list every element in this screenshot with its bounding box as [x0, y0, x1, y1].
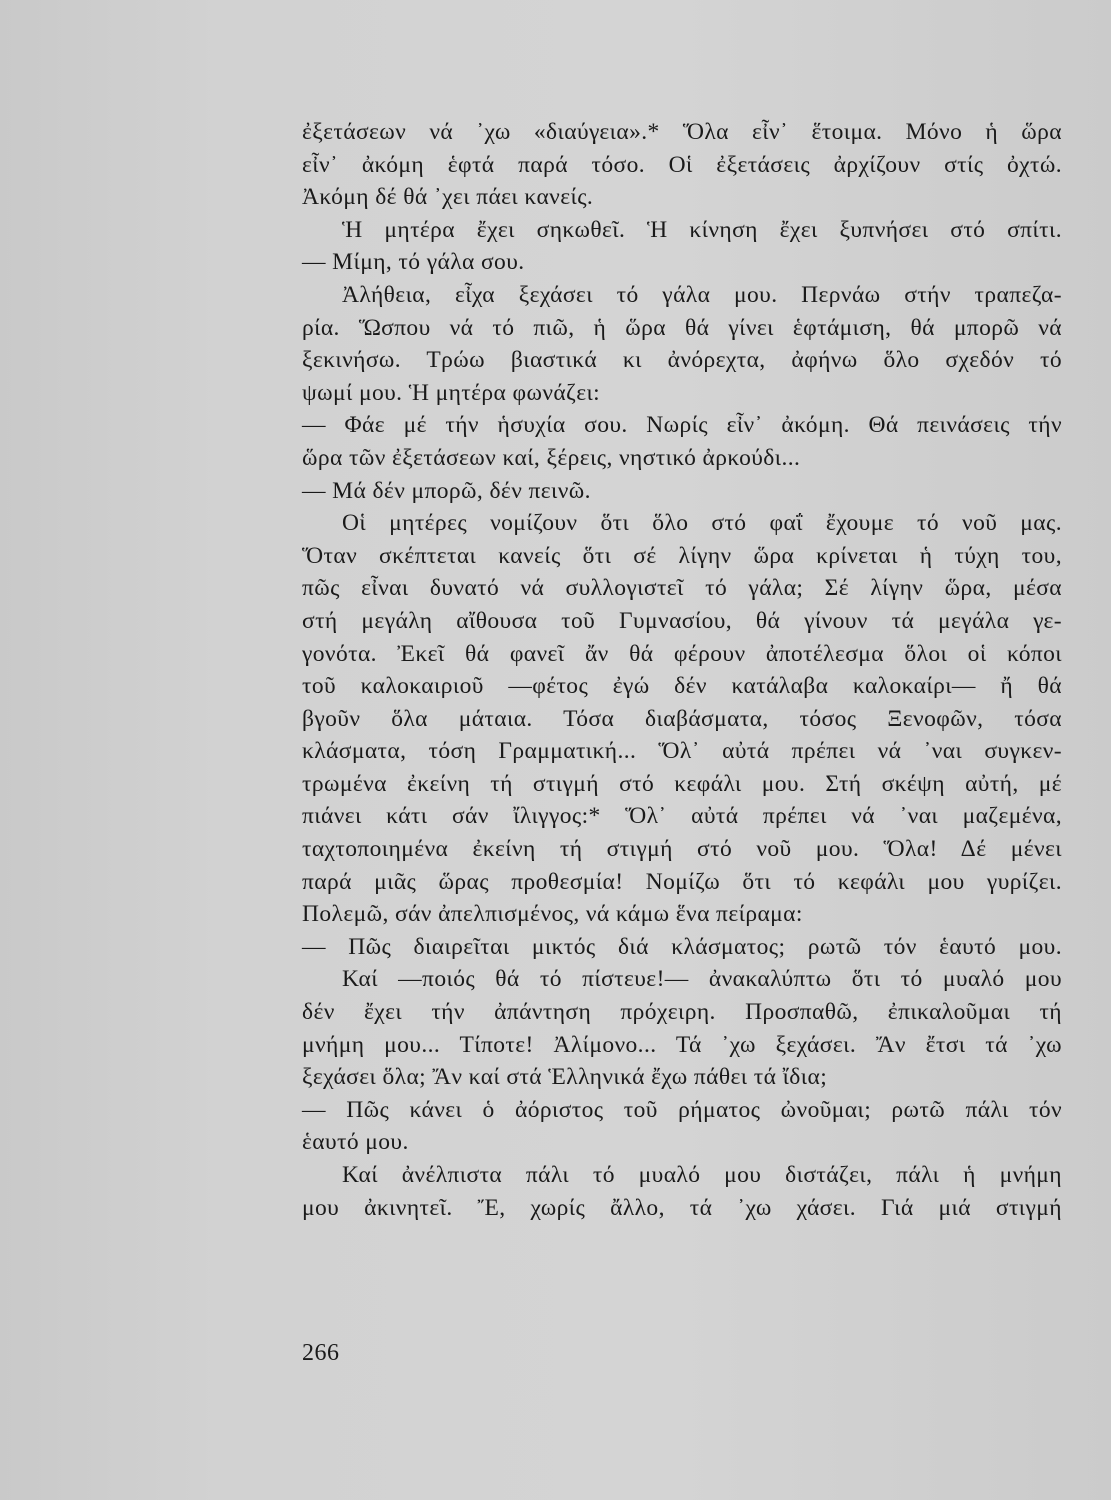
text-line-12: — Μά δέν μπορῶ, δέν πεινῶ. [302, 477, 591, 504]
text-line-14: Ὅταν σκέπτεται κανείς ὅτι σέ λίγην ὥρα κρίνεται ἡ τύχη του, [302, 542, 1062, 569]
text-line-33: Καί ἀνέλπιστα πάλι τό μυαλό μου διστάζει, πάλι ἡ μνήμη [342, 1162, 1062, 1188]
text-line-28: δέν ἔχει τήν ἀπάντηση πρόχειρη. Προσπαθῶ, ἐπικαλοῦμαι τή [302, 999, 1062, 1026]
text-line-17: γονότα. Ἐκεῖ θά φανεῖ ἄν θά φέρουν ἀποτέλεσμα ὅλοι οἱ κόποι [302, 640, 1062, 667]
text-line-18: τοῦ καλοκαιριοῦ —φέτος ἐγώ δέν κατάλαβα καλοκαίρι— ἤ θά [302, 673, 1062, 700]
text-line-22: πιάνει κάτι σάν ἴλιγγος:* Ὅλ᾽ αὐτά πρέπει νά ᾽ναι μαζεμένα, [302, 803, 1062, 830]
text-line-30: ξεχάσει ὅλα; Ἄν καί στά Ἑλληνικά ἔχω πάθει τά ἴδια; [302, 1064, 828, 1091]
text-line-29: μνήμη μου... Τίποτε! Ἀλίμονο... Τά ᾽χω ξεχάσει. Ἄν ἔτσι τά ᾽χω [302, 1031, 1062, 1058]
text-line-23: ταχτοποιημένα ἐκείνη τή στιγμή στό νοῦ μου. Ὅλα! Δέ μένει [302, 836, 1062, 863]
text-line-19: βγοῦν ὅλα μάταια. Τόσα διαβάσματα, τόσος Ξενοφῶν, τόσα [302, 705, 1062, 732]
text-line-5: — Μίμη, τό γάλα σου. [302, 249, 525, 276]
text-line-13: Οἱ μητέρες νομίζουν ὅτι ὅλο στό φαΐ ἔχουμε τό νοῦ μας. [342, 510, 1062, 537]
text-line-2: εἶν᾽ ἀκόμη ἑφτά παρά τόσο. Οἱ ἐξετάσεις ἀρχίζουν στίς ὀχτώ. [302, 151, 1062, 178]
text-line-27: Καί —ποιός θά τό πίστευε!— ἀνακαλύπτω ὅτι τό μυαλό μου [342, 966, 1062, 993]
text-line-10: — Φάε μέ τήν ἡσυχία σου. Νωρίς εἶν᾽ ἀκόμη. Θά πεινάσεις τήν [302, 412, 1062, 439]
text-line-4: Ἡ μητέρα ἔχει σηκωθεῖ. Ἡ κίνηση ἔχει ξυπνήσει στό σπίτι. [342, 216, 1062, 243]
text-line-32: ἑαυτό μου. [302, 1129, 409, 1156]
text-line-24: παρά μιᾶς ὥρας προθεσμία! Νομίζω ὅτι τό κεφάλι μου γυρίζει. [302, 868, 1062, 895]
text-line-31: — Πῶς κάνει ὁ ἀόριστος τοῦ ρήματος ὠνοῦμαι; ρωτῶ πάλι τόν [302, 1096, 1062, 1123]
text-line-21: τρωμένα ἐκείνη τή στιγμή στό κεφάλι μου. Στή σκέψη αὐτή, μέ [302, 770, 1062, 797]
text-line-8: ξεκινήσω. Τρώω βιαστικά κι ἀνόρεχτα, ἀφήνω ὅλο σχεδόν τό [302, 347, 1062, 374]
text-line-11: ὥρα τῶν ἐξετάσεων καί, ξέρεις, νηστικό ἀρκούδι... [302, 444, 801, 471]
page-number: 266 [302, 1340, 340, 1366]
text-line-16: στή μεγάλη αἴθουσα τοῦ Γυμνασίου, θά γίνουν τά μεγάλα γε- [302, 607, 1062, 634]
text-line-26: — Πῶς διαιρεῖται μικτός διά κλάσματος; ρωτῶ τόν ἑαυτό μου. [302, 933, 1062, 960]
text-line-7: ρία. Ὥσπου νά τό πιῶ, ἡ ὥρα θά γίνει ἑφτάμιση, θά μπορῶ νά [302, 314, 1062, 341]
text-line-6: Ἀλήθεια, εἶχα ξεχάσει τό γάλα μου. Περνάω στήν τραπεζα- [342, 281, 1062, 308]
text-line-9: ψωμί μου. Ἡ μητέρα φωνάζει: [302, 379, 601, 406]
text-line-25: Πολεμῶ, σάν ἀπελπισμένος, νά κάμω ἕνα πείραμα: [302, 901, 803, 928]
text-line-20: κλάσματα, τόση Γραμματική... Ὅλ᾽ αὐτά πρέπει νά ᾽ναι συγκεν- [302, 738, 1062, 765]
text-line-3: Ἀκόμη δέ θά ᾽χει πάει κανείς. [302, 184, 594, 211]
body-text [302, 116, 1062, 1224]
text-line-34: μου ἀκινητεῖ. Ἔ, χωρίς ἄλλο, τά ᾽χω χάσει. Γιά μιά στιγμή [302, 1194, 1062, 1221]
text-line-15: πῶς εἶναι δυνατό νά συλλογιστεῖ τό γάλα; Σέ λίγην ὥρα, μέσα [302, 575, 1062, 602]
text-line-1: ἐξετάσεων νά ᾽χω «διαύγεια».* Ὅλα εἶν᾽ ἕτοιμα. Μόνο ἡ ὥρα [302, 119, 1062, 145]
